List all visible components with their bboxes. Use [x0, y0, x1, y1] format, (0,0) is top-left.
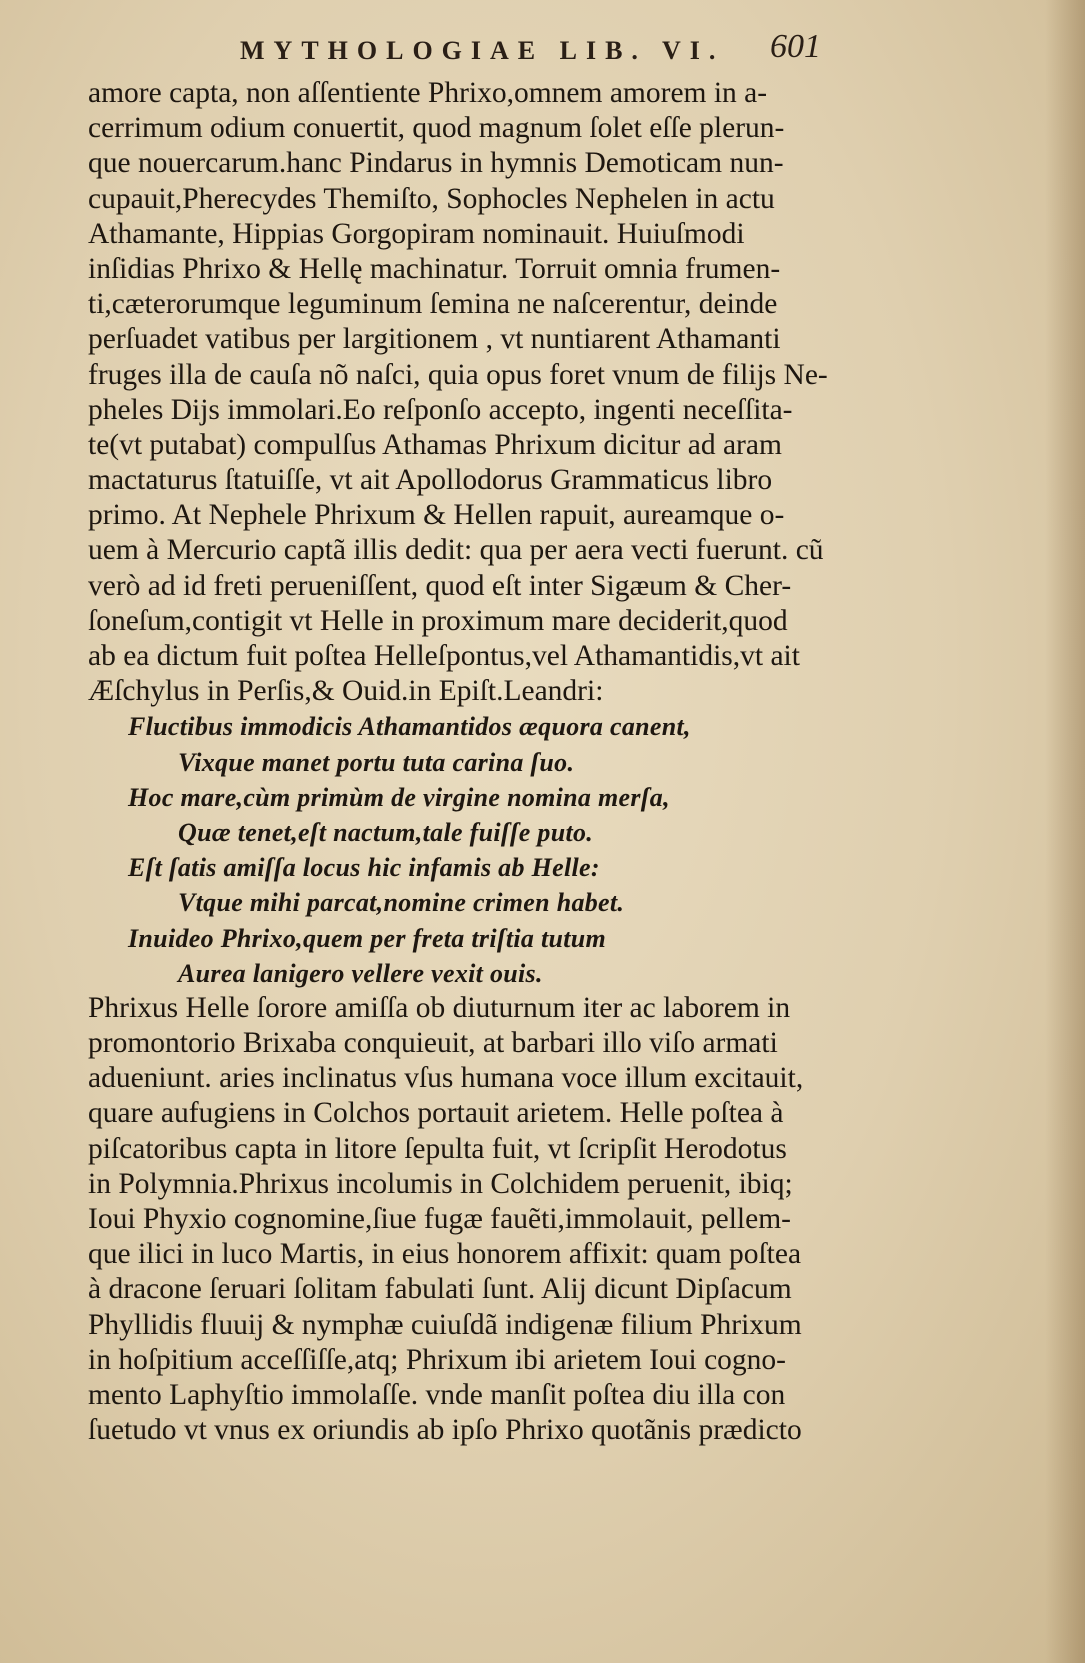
- text-line: perſuadet vatibus per largitionem , vt nuntiarent Athamanti: [88, 323, 781, 356]
- text-line: pheles Dijs immolari.Eo reſponſo accepto, ingenti neceſſita-: [88, 393, 793, 426]
- verse-line: Vtque mihi parcat,nomine crimen habet.: [178, 888, 625, 918]
- text-line: à dracone ſeruari ſolitam fabulati ſunt. Alij dicunt Dipſacum: [88, 1273, 792, 1306]
- verse-line: Inuideo Phrixo,quem per freta triſtia tutum: [128, 923, 607, 953]
- text-line: Ioui Phyxio cognomine,ſiue fugæ fauẽti,immolauit, pellem-: [88, 1203, 791, 1235]
- text-line: in Polymnia.Phrixus incolumis in Colchidem peruenit, ibiq;: [88, 1167, 793, 1200]
- running-header: MYTHOLOGIAE LIB. VI.: [240, 36, 725, 65]
- text-line: piſcatoribus capta in litore ſepulta fuit, vt ſcripſit Herodotus: [88, 1132, 787, 1165]
- text-line: Phyllidis fluuij & nymphæ cuiuſdã indigenæ filium Phrixum: [88, 1308, 802, 1341]
- text-line: ſuetudo vt vnus ex oriundis ab ipſo Phrixo quotãnis prædicto: [88, 1414, 802, 1447]
- text-line: quare aufugiens in Colchos portauit arietem. Helle poſtea à: [88, 1097, 784, 1130]
- text-line: amore capta, non aſſentiente Phrixo,omnem amorem in a-: [88, 77, 768, 109]
- text-line: que ilici in luco Martis, in eius honorem affixit: quam poſtea: [88, 1238, 802, 1271]
- text-line: fruges illa de cauſa nõ naſci, quia opus foret vnum de filijs Ne-: [88, 358, 828, 391]
- text-line: ab ea dictum fuit poſtea Helleſpontus,vel Athamantidis,vt ait: [88, 640, 800, 672]
- page-body-text: [88, 76, 828, 1448]
- page-number: 601: [770, 28, 821, 65]
- text-line: verò ad id freti perueniſſent, quod eſt inter Sigæum & Cher-: [88, 569, 792, 602]
- verse-line: Aurea lanigero vellere vexit ouis.: [178, 958, 543, 988]
- text-line: Æſchylus in Perſis,& Ouid.in Epiſt.Leandri:: [88, 675, 604, 708]
- text-line: te(vt putabat) compulſus Athamas Phrixum dicitur ad aram: [88, 428, 782, 461]
- text-line: in hoſpitium acceſſiſſe,atq; Phrixum ibi arietem Ioui cogno-: [88, 1343, 787, 1376]
- text-line: que nouercarum.hanc Pindarus in hymnis Demoticam nun-: [88, 147, 784, 180]
- text-line: ſoneſum,contigit vt Helle in proximum mare deciderit,quod: [88, 604, 788, 637]
- text-line: Athamante, Hippias Gorgopiram nominauit. Huiuſmodi: [88, 217, 745, 250]
- text-line: adueniunt. aries inclinatus vſus humana voce illum excitauit,: [88, 1062, 804, 1095]
- text-line: uem à Mercurio captã illis dedit: qua per aera vecti fuerunt. cũ: [88, 534, 824, 567]
- verse-line: Hoc mare,cùm primùm de virgine nomina merſa,: [128, 782, 670, 812]
- text-line: Phrixus Helle ſorore amiſſa ob diuturnum iter ac laborem in: [88, 991, 791, 1024]
- text-line: cerrimum odium conuertit, quod magnum ſolet eſſe plerun-: [88, 112, 785, 145]
- text-line: inſidias Phrixo & Hellę machinatur. Torruit omnia frumen-: [88, 252, 781, 285]
- verse-line: Eſt ſatis amiſſa locus hic infamis ab Helle:: [128, 853, 600, 883]
- text-line: mento Laphyſtio immolaſſe. vnde manſit poſtea diu illa con: [88, 1378, 786, 1411]
- page-edge-shadow: [1045, 0, 1085, 1663]
- verse-line: Vixque manet portu tuta carina ſuo.: [178, 747, 575, 777]
- text-line: promontorio Brixaba conquieuit, at barbari illo viſo armati: [88, 1027, 778, 1060]
- text-line: cupauit,Pherecydes Themiſto, Sophocles Nephelen in actu: [88, 182, 775, 215]
- verse-line: Fluctibus immodicis Athamantidos æquora canent,: [128, 712, 691, 742]
- text-line: ti,cæterorumque leguminum ſemina ne naſcerentur, deinde: [88, 288, 778, 321]
- text-line: mactaturus ſtatuiſſe, vt ait Apollodorus Grammaticus libro: [88, 464, 773, 497]
- text-line: primo. At Nephele Phrixum & Hellen rapuit, aureamque o-: [88, 499, 785, 532]
- verse-line: Quæ tenet,eſt nactum,tale fuiſſe puto.: [178, 817, 594, 847]
